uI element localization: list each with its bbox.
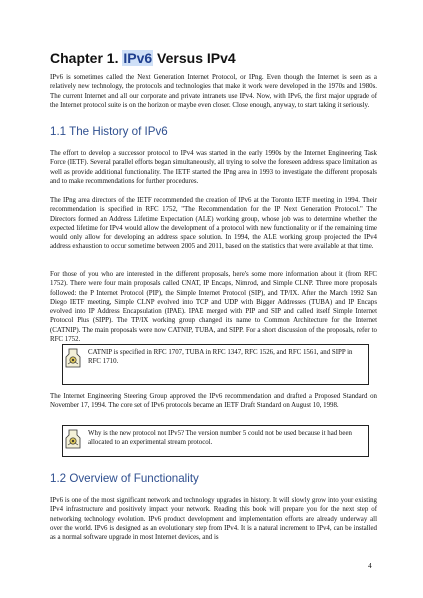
section-heading-history: 1.1 The History of IPv6 — [50, 125, 168, 138]
intro-paragraph: IPv6 is sometimes called the Next Generation Internet Protocol, or IPng. Even though the Internet is seen as a relatively new technology, the protocols and technologies that make it work were developed in the 1970s and 1980s. The current Internet and all our corporate and private intranets use IPv4. Now, with IPv6, the first major upgrade of the Internet protocol suite is on the horizon or maybe even closer. Close enough, anyway, to start taking it seriously. — [50, 74, 377, 109]
chapter-prefix: Chapter 1. — [50, 50, 123, 66]
overview-paragraph: IPv6 is one of the most significant network and technology upgrades in history. It will slowly grow into your existing IPv4 infrastructure and positively impact your network. Reading this book will prepare you for the next step of networking technology evolution. IPv6 product development and implementation efforts are already underway all over the world. IPv6 is designed as an evolutionary step from IPv4. It is a natural increment to IPv4, can be installed as a normal software upgrade in most Internet devices, and is — [50, 497, 377, 542]
chapter-title — [50, 50, 236, 66]
chapter-suffix: Versus IPv4 — [153, 50, 236, 66]
chapter-title-highlight: IPv6 — [123, 50, 153, 66]
note-text-1: CATNIP is specified in RFC 1707, TUBA in RFC 1347, RFC 1526, and RFC 1561, and SIPP in RFC 1710. — [88, 349, 353, 366]
section-heading-overview: 1.2 Overview of Functionality — [50, 472, 199, 485]
note-text-2: Why is the new protocol not IPv5? The version number 5 could not be used because it had been allocated to an experimental stream protocol. — [88, 430, 352, 447]
history-paragraph-3: For those of you who are interested in the different proposals, here's some more information about it (from RFC 1752). There were four main proposals called CNAT, IP Encaps, Nimrod, and Simple CLNP. Three more proposals followed: the P Internet Protocol (PIP), the Simple Internet Protocol (SIP), and TP/IX. After the March 1992 San Diego IETF meeting, Simple CLNP evolved into TCP and UDP with Bigger Addresses (TUBA) and IP Encaps evolved into IP Address Encapsulation (IPAE). IPAE merged with PIP and SIP and called itself Simple Internet Protocol Plus (SIPP). The TP/IX working group changed its name to Common Architecture for the Internet (CATNIP). The main proposals were now CATNIP, TUBA, and SIPP. For a short discussion of the proposals, refer to RFC 1752. — [50, 271, 377, 344]
history-paragraph-1: The effort to develop a successor protocol to IPv4 was started in the early 1990s by the Internet Engineering Task Force (IETF). Several parallel efforts began simultaneously, all trying to solve the foreseen address space limitation as well as provide additional functionality. The IETF started the IPng area in 1993 to investigate the different proposals and to make recommendations for further procedures. — [50, 150, 377, 185]
note-box-2 — [62, 425, 369, 457]
history-paragraph-4: The Internet Engineering Steering Group approved the IPv6 recommendation and drafted a Proposed Standard on November 17, 1994. The core set of IPv6 protocols became an IETF Draft Standard on August 10, 1998. — [50, 393, 377, 410]
note-icon — [65, 429, 81, 449]
note-icon — [65, 348, 81, 368]
history-paragraph-2: The IPng area directors of the IETF recommended the creation of IPv6 at the Toronto IETF meeting in 1994. Their recommendation is specified in RFC 1752, "The Recommendation for the IP Next Generation Protocol." The Directors formed an Address Lifetime Expectation (ALE) working group, whose job was to determine whether the expected lifetime for IPv4 would allow the development of a protocol with new functionality or if the remaining time would only allow for developing an address space solution. In 1994, the ALE working group projected the IPv4 address exhaustion to occur sometime between 2005 and 2011, based on the statistics that were available at that time. — [50, 197, 377, 251]
page-number: 4 — [368, 561, 372, 570]
note-box-1 — [62, 344, 369, 385]
